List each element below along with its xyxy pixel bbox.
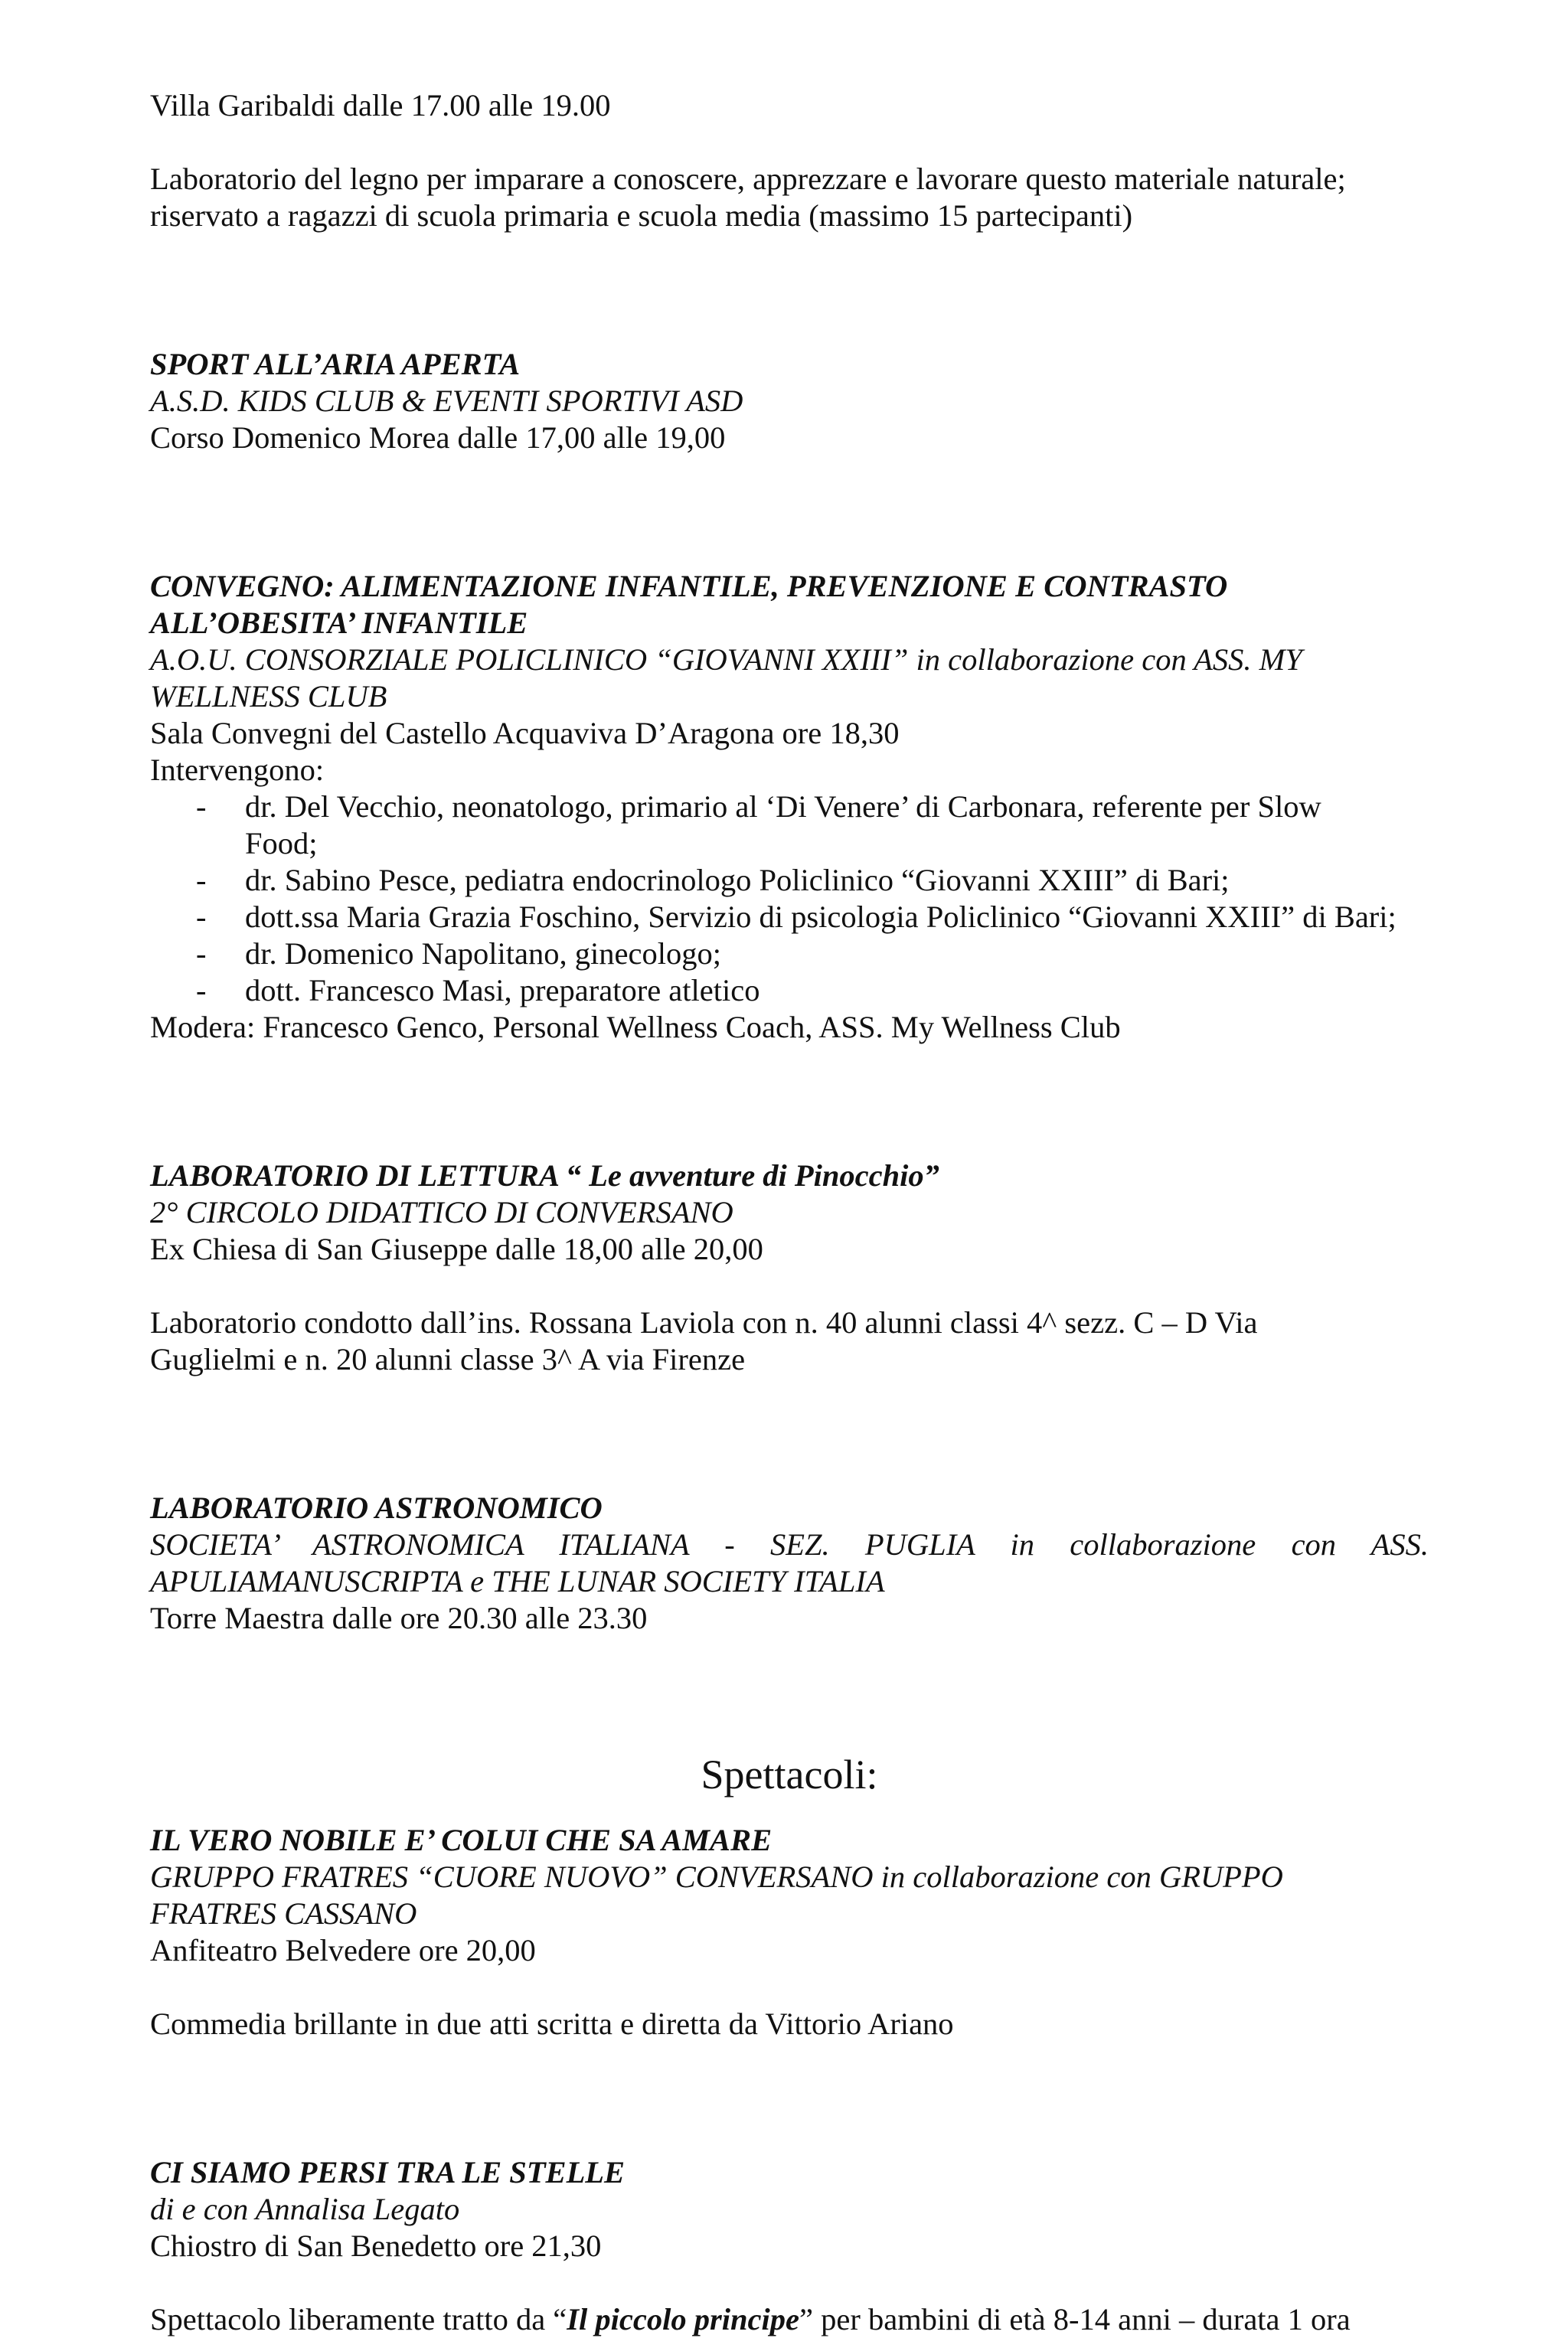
event-venue: Sala Convegni del Castello Acquaviva D’Aragona ore 18,30 [150,716,900,750]
document-page [150,87,1429,2338]
event-organizer: di e con Annalisa Legato [150,2192,460,2226]
event-venue: Torre Maestra dalle ore 20.30 alle 23.30 [150,1601,648,1635]
event-organizer: SOCIETA’ ASTRONOMICA ITALIANA - SEZ. PUGLIA in collaborazione con ASS. [150,1527,1429,1562]
event-title: CONVEGNO: ALIMENTAZIONE INFANTILE, PREVENZIONE E CONTRASTO [150,569,1228,603]
list-item [150,972,1429,1009]
event-venue: Villa Garibaldi dalle 17.00 alle 19.00 [150,88,611,122]
event-organizer: A.S.D. KIDS CLUB & EVENTI SPORTIVI ASD [150,384,743,418]
moderator: Modera: Francesco Genco, Personal Wellness Coach, ASS. My Wellness Club [150,1010,1121,1044]
speaker-text: dott.ssa Maria Grazia Foschino, Servizio di psicologia Policlinico “Giovanni XXIII” di Bari; [245,900,1396,934]
description-prefix: Spettacolo liberamente tratto da “ [150,2302,567,2336]
event-title: IL VERO NOBILE E’ COLUI CHE SA AMARE [150,1823,773,1857]
event-description: Commedia brillante in due atti scritta e diretta da Vittorio Ariano [150,2007,954,2041]
section-heading: Spettacoli: [701,1752,878,1798]
description-suffix: ” per bambini di età 8-14 anni – durata 1 ora [799,2302,1351,2336]
event-title: LABORATORIO ASTRONOMICO [150,1491,603,1525]
book-title: Il piccolo principe [567,2302,799,2336]
event-description: Laboratorio del legno per imparare a conoscere, apprezzare e lavorare questo materiale naturale; [150,162,1346,196]
event-organizer: GRUPPO FRATRES “CUORE NUOVO” CONVERSANO in collaborazione con GRUPPO [150,1860,1283,1894]
event-organizer: 2° CIRCOLO DIDATTICO DI CONVERSANO [150,1195,733,1229]
speaker-text: dr. Domenico Napolitano, ginecologo; [245,936,721,971]
event-description: Laboratorio condotto dall’ins. Rossana Laviola con n. 40 alunni classi 4^ sezz. C – D Via [150,1305,1258,1340]
speaker-text: dr. Del Vecchio, neonatologo, primario al ‘Di Venere’ di Carbonara, referente per Slow [245,789,1321,824]
event-venue: Chiostro di San Benedetto ore 21,30 [150,2229,602,2263]
speaker-text: dott. Francesco Masi, preparatore atletico [245,973,760,1007]
dash-bullet: - [196,936,207,971]
dash-bullet: - [196,789,207,824]
event-organizer: FRATRES CASSANO [150,1896,417,1931]
speaker-text: dr. Sabino Pesce, pediatra endocrinologo Policlinico “Giovanni XXIII” di Bari; [245,863,1230,897]
list-item [150,936,1429,972]
dash-bullet: - [196,863,207,897]
speakers-label: Intervengono: [150,753,325,787]
event-organizer: WELLNESS CLUB [150,679,387,713]
event-title: SPORT ALL’ARIA APERTA [150,347,521,381]
event-title: LABORATORIO DI LETTURA “ Le avventure di Pinocchio” [150,1158,939,1193]
list-item [150,899,1429,936]
speaker-text: Food; [245,826,318,860]
event-title: CI SIAMO PERSI TRA LE STELLE [150,2155,626,2189]
event-venue: Ex Chiesa di San Giuseppe dalle 18,00 alle 20,00 [150,1232,763,1266]
event-description [150,2301,1429,2338]
dash-bullet: - [196,973,207,1007]
event-organizer: A.O.U. CONSORZIALE POLICLINICO “GIOVANNI XXIII” in collaborazione con ASS. MY [150,642,1302,677]
speakers-list [150,789,1429,1009]
event-venue: Corso Domenico Morea dalle 17,00 alle 19,00 [150,420,726,455]
dash-bullet: - [196,900,207,934]
list-item [150,789,1429,862]
event-description: riservato a ragazzi di scuola primaria e scuola media (massimo 15 partecipanti) [150,198,1133,233]
event-description: Guglielmi e n. 20 alunni classe 3^ A via Firenze [150,1342,746,1376]
event-venue: Anfiteatro Belvedere ore 20,00 [150,1933,536,1967]
event-title: ALL’OBESITA’ INFANTILE [150,606,528,640]
list-item [150,862,1429,899]
event-organizer: APULIAMANUSCRIPTA e THE LUNAR SOCIETY ITALIA [150,1564,885,1598]
